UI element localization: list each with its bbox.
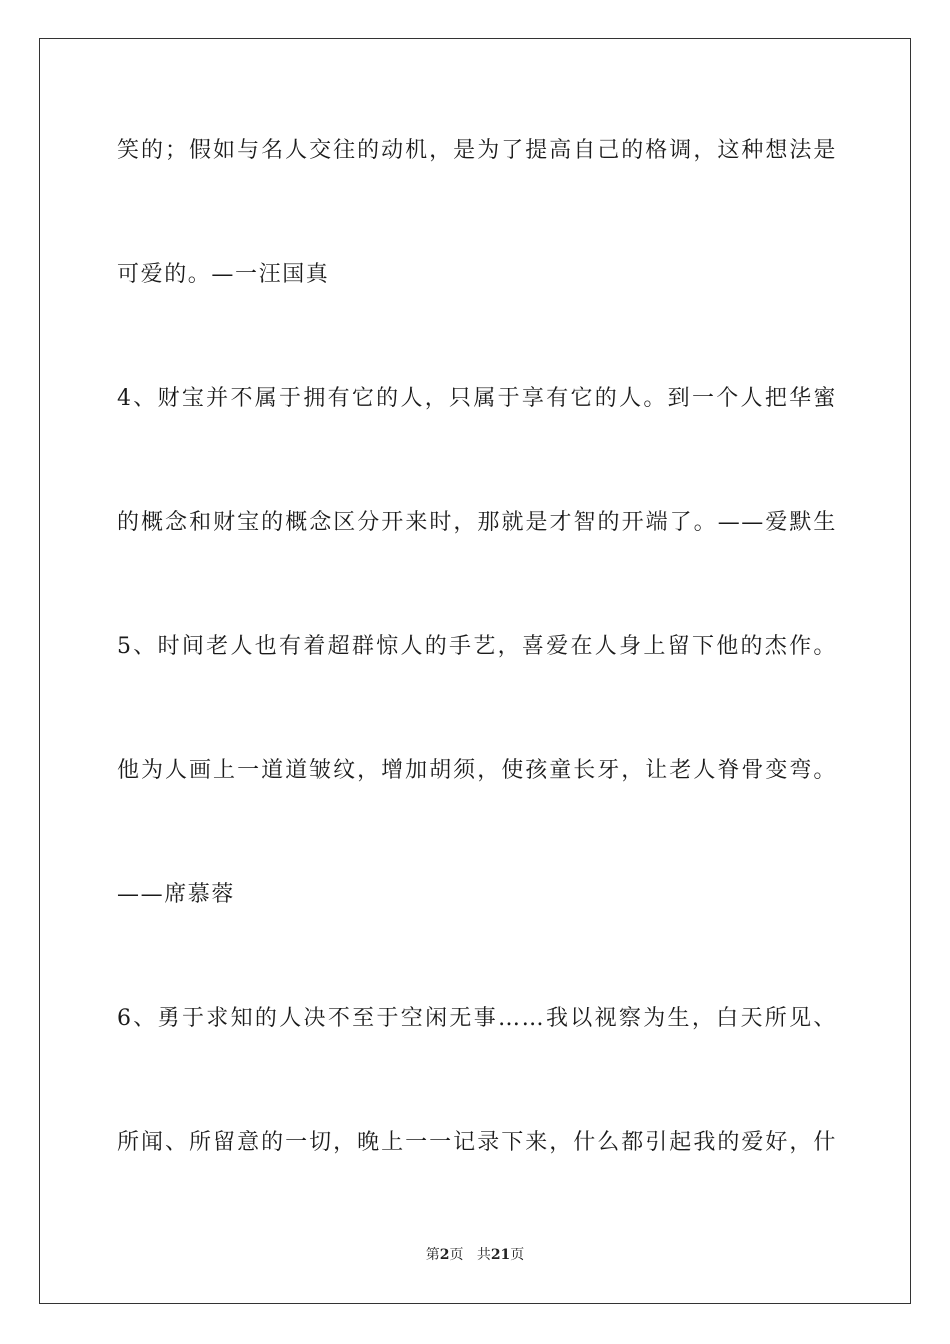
- page-footer: [0, 1246, 950, 1264]
- total-prefix: 共: [476, 1247, 491, 1263]
- page-suffix: 页: [449, 1247, 464, 1263]
- page-prefix: 第: [425, 1247, 440, 1263]
- total-pages: 21: [490, 1247, 511, 1263]
- text-line-7: ——席慕蓉: [117, 882, 236, 907]
- page-border: [39, 38, 911, 1304]
- text-line-4: 的概念和财宝的概念区分开来时，那就是才智的开端了。——爱默生: [117, 510, 837, 535]
- text-line-9: 所闻、所留意的一切，晚上一一记录下来，什么都引起我的爱好，什: [117, 1130, 837, 1155]
- text-line-8: 6、勇于求知的人决不至于空闲无事……我以视察为生，白天所见、: [117, 1006, 837, 1031]
- text-line-6: 他为人画上一道道皱纹，增加胡须，使孩童长牙，让老人脊骨变弯。: [117, 758, 837, 783]
- text-line-5: 5、时间老人也有着超群惊人的手艺，喜爱在人身上留下他的杰作。: [117, 634, 837, 659]
- text-line-1: 笑的；假如与名人交往的动机，是为了提高自己的格调，这种想法是: [117, 138, 837, 163]
- total-suffix: 页: [510, 1247, 525, 1263]
- text-line-2: 可爱的。—一汪国真: [117, 262, 330, 287]
- text-line-3: 4、财宝并不属于拥有它的人，只属于享有它的人。到一个人把华蜜: [117, 386, 837, 411]
- page-number: 2: [439, 1247, 450, 1263]
